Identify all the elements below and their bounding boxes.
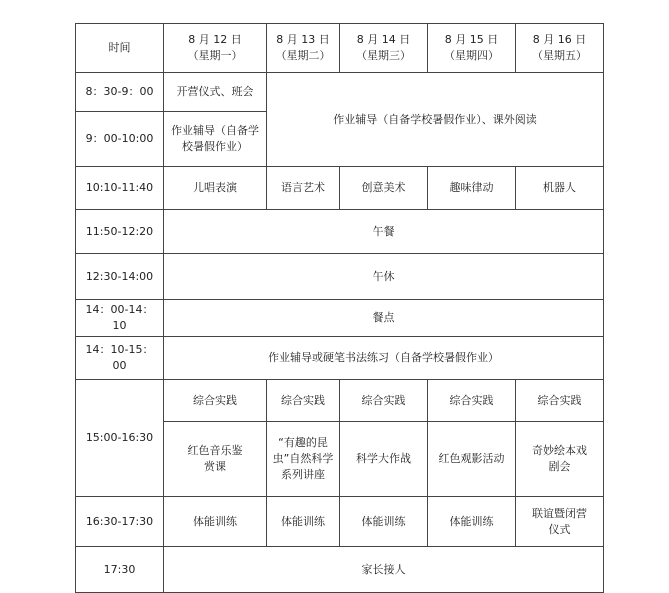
table-row <box>76 497 604 547</box>
activity-cell: 趣味律动 <box>428 167 516 210</box>
activity-cell: 奇妙绘本戏 剧会 <box>516 422 604 497</box>
day-header-fri <box>516 24 604 73</box>
day-date: 8 月 14 日 <box>356 33 411 46</box>
activity-cell: 语言艺术 <box>267 167 340 210</box>
time-header: 时间 <box>76 24 164 73</box>
activity-cell-merged: 午休 <box>164 254 604 300</box>
activity-cell-merged: 家长接人 <box>164 547 604 593</box>
activity-cell: 综合实践 <box>164 380 267 422</box>
day-date: 8 月 16 日 <box>532 33 587 46</box>
activity-cell: 体能训练 <box>340 497 428 547</box>
time-cell: 14：10-15：00 <box>76 337 164 380</box>
time-cell: 15:00-16:30 <box>76 380 164 497</box>
day-header-thu <box>428 24 516 73</box>
table-row <box>76 547 604 593</box>
day-weekday: （星期四） <box>444 49 499 62</box>
time-cell: 8：30-9：00 <box>76 73 164 112</box>
activity-cell: 综合实践 <box>428 380 516 422</box>
time-cell: 10:10-11:40 <box>76 167 164 210</box>
activity-cell: 综合实践 <box>516 380 604 422</box>
activity-cell: 综合实践 <box>340 380 428 422</box>
activity-cell: 科学大作战 <box>340 422 428 497</box>
time-cell: 11:50-12:20 <box>76 210 164 254</box>
day-weekday: （星期三） <box>356 49 411 62</box>
table-row <box>76 210 604 254</box>
day-header-tue <box>267 24 340 73</box>
activity-cell: 创意美术 <box>340 167 428 210</box>
activity-cell: 红色音乐鉴 赏课 <box>164 422 267 497</box>
schedule-table <box>75 23 604 593</box>
activity-cell: 机器人 <box>516 167 604 210</box>
time-cell: 16:30-17:30 <box>76 497 164 547</box>
table-row <box>76 300 604 337</box>
day-weekday: （星期一） <box>187 49 243 62</box>
activity-cell: 儿唱表演 <box>164 167 267 210</box>
table-row <box>76 380 604 422</box>
activity-cell: 体能训练 <box>164 497 267 547</box>
day-weekday: （星期五） <box>532 49 587 62</box>
day-header-mon <box>164 24 267 73</box>
activity-cell-merged: 作业辅导或硬笔书法练习（自备学校暑假作业） <box>164 337 604 380</box>
activity-cell: 开营仪式、班会 <box>164 73 267 112</box>
activity-cell: 体能训练 <box>428 497 516 547</box>
day-date: 8 月 15 日 <box>444 33 499 46</box>
time-cell: 14：00-14：10 <box>76 300 164 337</box>
activity-cell: 综合实践 <box>267 380 340 422</box>
day-weekday: （星期二） <box>275 49 331 62</box>
activity-cell: 红色观影活动 <box>428 422 516 497</box>
day-date: 8 月 13 日 <box>276 33 330 46</box>
activity-cell: 体能训练 <box>267 497 340 547</box>
activity-cell-merged: 餐点 <box>164 300 604 337</box>
activity-cell-merged: 作业辅导（自备学校暑假作业）、课外阅读 <box>267 73 604 167</box>
table-row <box>76 73 604 112</box>
activity-cell: “有趣的昆 虫”自然科学 系列讲座 <box>267 422 340 497</box>
table-row <box>76 167 604 210</box>
activity-cell-merged: 午餐 <box>164 210 604 254</box>
time-cell: 12:30-14:00 <box>76 254 164 300</box>
day-header-wed <box>340 24 428 73</box>
day-date: 8 月 12 日 <box>188 33 242 46</box>
time-cell: 9：00-10:00 <box>76 112 164 167</box>
header-row <box>76 24 604 73</box>
activity-cell: 联谊暨闭营 仪式 <box>516 497 604 547</box>
activity-cell: 作业辅导（自备学 校暑假作业） <box>164 112 267 167</box>
table-row <box>76 337 604 380</box>
time-cell: 17:30 <box>76 547 164 593</box>
table-row <box>76 254 604 300</box>
